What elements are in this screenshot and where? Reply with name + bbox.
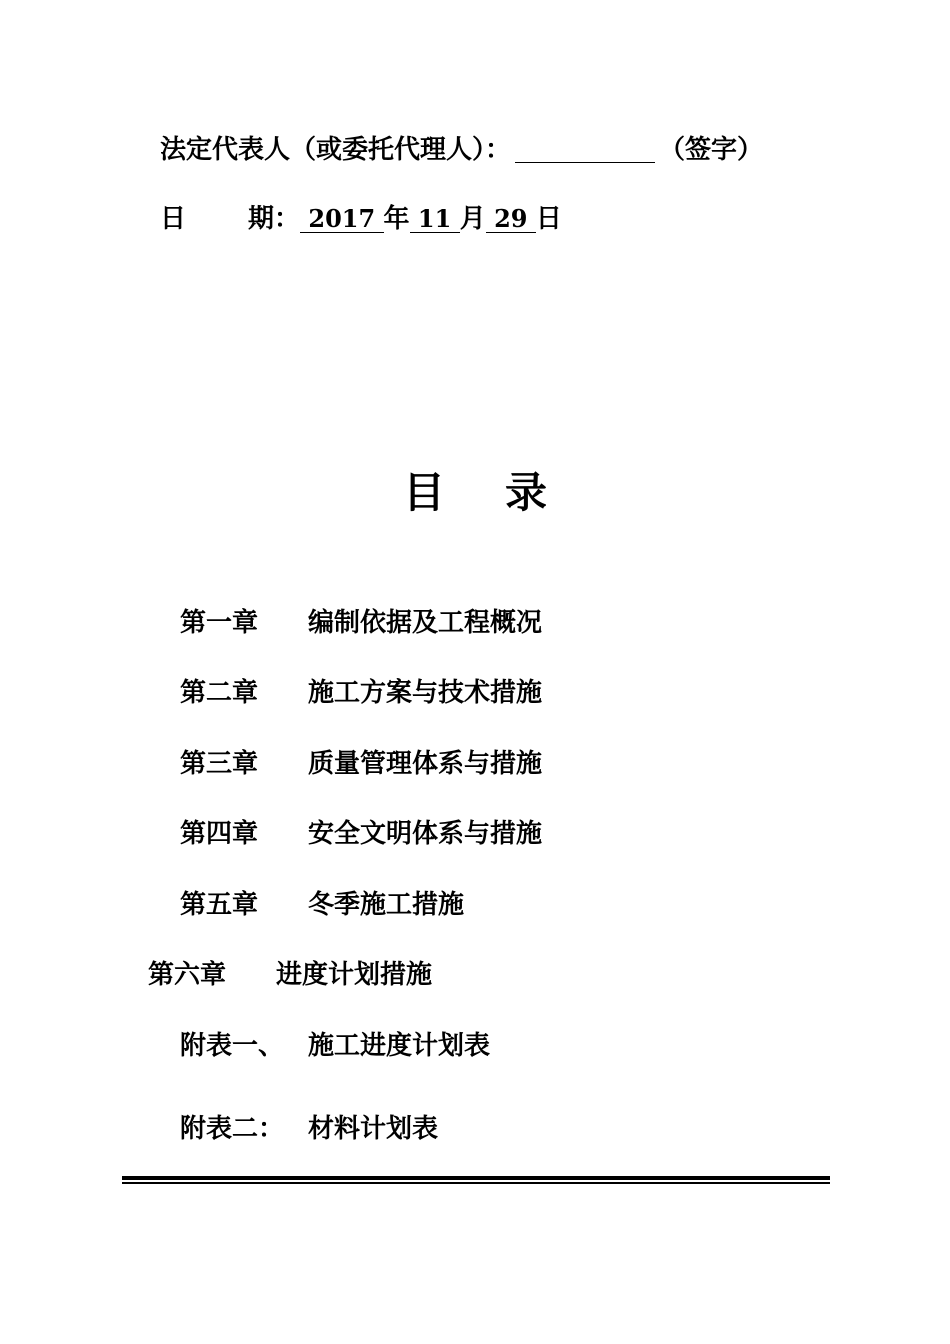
- toc-chapter-text: 质量管理体系与措施: [308, 749, 543, 779]
- signature-suffix: （签字）: [659, 135, 764, 165]
- toc-title: [0, 460, 950, 520]
- toc-chapter-label: 第四章: [180, 819, 259, 849]
- footer-rule-thin: [122, 1182, 830, 1184]
- signature-label: 法定代表人（或委托代理人）：: [160, 135, 512, 165]
- date-day-unit: 日: [535, 204, 562, 234]
- toc-chapter-label: 第六章: [148, 960, 227, 990]
- toc-item: [180, 680, 542, 706]
- toc-item: [148, 962, 432, 988]
- toc-chapter-text: 进度计划措施: [276, 960, 433, 990]
- toc-chapter-text: 编制依据及工程概况: [308, 608, 543, 638]
- footer-rule-thick: [122, 1176, 830, 1180]
- toc-chapter-label: 第二章: [180, 678, 259, 708]
- toc-chapter-text: 施工方案与技术措施: [308, 678, 543, 708]
- toc-item: [180, 610, 542, 636]
- toc-item: [180, 892, 464, 918]
- date-label-ri: 日: [160, 204, 187, 234]
- signature-line: [160, 136, 763, 163]
- toc-item: [180, 821, 542, 847]
- toc-chapter-label: 附表二：: [180, 1114, 285, 1144]
- toc-chapter-text: 冬季施工措施: [308, 890, 465, 920]
- toc-chapter-label: 第三章: [180, 749, 259, 779]
- toc-chapter-label: 第一章: [180, 608, 259, 638]
- signature-blank: [515, 136, 655, 163]
- toc-chapter-label: 附表一、: [180, 1031, 285, 1061]
- toc-chapter-text: 安全文明体系与措施: [308, 819, 543, 849]
- toc-title-right: 录: [505, 468, 548, 517]
- toc-item: [180, 751, 542, 777]
- date-day: 29: [486, 206, 536, 233]
- date-label-qi: 期：: [248, 204, 301, 234]
- date-line: [160, 206, 562, 233]
- date-year-unit: 年: [383, 204, 410, 234]
- toc-title-left: 目: [402, 468, 445, 517]
- toc-item: [180, 1033, 490, 1059]
- date-month-unit: 月: [459, 204, 486, 234]
- date-month: 11: [410, 206, 460, 233]
- toc-item: [180, 1116, 438, 1142]
- date-year: 2017: [300, 206, 384, 233]
- toc-chapter-label: 第五章: [180, 890, 259, 920]
- toc-chapter-text: 材料计划表: [308, 1114, 439, 1144]
- toc-chapter-text: 施工进度计划表: [308, 1031, 491, 1061]
